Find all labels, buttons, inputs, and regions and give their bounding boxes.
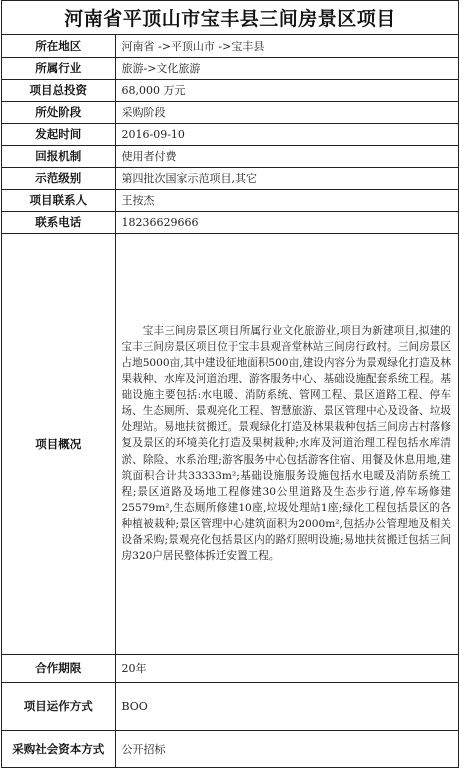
row-value-industry: 旅游->文化旅游	[115, 57, 458, 79]
row-label-region: 所在地区	[2, 35, 115, 57]
row-value-stage: 采购阶段	[115, 101, 458, 123]
table-row	[2, 730, 458, 767]
table-row	[2, 211, 458, 233]
row-label-start-date: 发起时间	[2, 123, 115, 145]
row-value-region: 河南省 ->平顶山市 ->宝丰县	[115, 35, 458, 57]
project-info-sheet	[1, 0, 459, 768]
table-row	[2, 101, 458, 123]
row-label-cooperation-term: 合作期限	[2, 654, 115, 682]
row-value-operation-mode: BOO	[115, 682, 458, 730]
row-value-demo-level: 第四批次国家示范项目,其它	[115, 167, 458, 189]
table-row	[2, 654, 458, 682]
table-row	[2, 233, 458, 654]
row-value-total-investment: 68,000 万元	[115, 79, 458, 101]
table-row	[2, 123, 458, 145]
table-row	[2, 35, 458, 57]
row-label-total-investment: 项目总投资	[2, 79, 115, 101]
row-label-industry: 所属行业	[2, 57, 115, 79]
table-row	[2, 57, 458, 79]
page-title: 河南省平顶山市宝丰县三间房景区项目	[2, 1, 458, 35]
table-row	[2, 189, 458, 211]
table-row	[2, 79, 458, 101]
row-label-phone: 联系电话	[2, 211, 115, 233]
row-label-operation-mode: 项目运作方式	[2, 682, 115, 730]
project-info-table	[2, 35, 458, 767]
table-row	[2, 145, 458, 167]
row-label-overview: 项目概况	[2, 233, 115, 654]
row-value-contact-person: 王按杰	[115, 189, 458, 211]
project-overview-text: 宝丰三间房景区项目所属行业文化旅游业,项目为新建项目,拟建的宝丰三间房景区项目位于宝丰县观音堂林站三间房行政村。三间房景区占地5000亩,其中建设征地面积500亩,建设内容分为景观绿化打造及林果栽种、水库及河道治理、游客服务中心、基础设施配套系统工程。基础设施主要包括:水电暖、消防系统、管网工程、景区道路工程、停车场、生态厕所、景观亮化工程、智慧旅游、景区管理中心及设备、垃圾处理站。易地扶贫搬迁。景观绿化打造及林果栽种包括三间房古村落修复及景区的环境美化打造及果树栽种;水库及河道治理工程包括水库清淤、除险、水系治理;游客服务中心包括游客住宿、用餐及休息用地,建筑面积合计共33333m²;基础设施服务设施包括水电暖及消防系统工程;景区道路及场地工程修建30公里道路及生态步行道,停车场修建25579m²,生态厕所修建10座,垃圾处理站1座;绿化工程包括景区的各种植被栽种;景区管理中心建筑面积为2000m²,包括办公管理地及相关设备采购;景观亮化包括景区内的路灯照明设施;易地扶贫搬迁包括三间房320户居民整体拆迁安置工程。	[115, 233, 458, 654]
row-label-contact-person: 项目联系人	[2, 189, 115, 211]
row-value-procurement-method: 公开招标	[115, 730, 458, 767]
row-value-start-date: 2016-09-10	[115, 123, 458, 145]
row-value-cooperation-term: 20年	[115, 654, 458, 682]
row-label-procurement-method: 采购社会资本方式	[2, 730, 115, 767]
row-value-phone: 18236629666	[115, 211, 458, 233]
row-label-demo-level: 示范级别	[2, 167, 115, 189]
row-value-return-mechanism: 使用者付费	[115, 145, 458, 167]
table-row	[2, 167, 458, 189]
row-label-stage: 所处阶段	[2, 101, 115, 123]
table-row	[2, 682, 458, 730]
row-label-return-mechanism: 回报机制	[2, 145, 115, 167]
